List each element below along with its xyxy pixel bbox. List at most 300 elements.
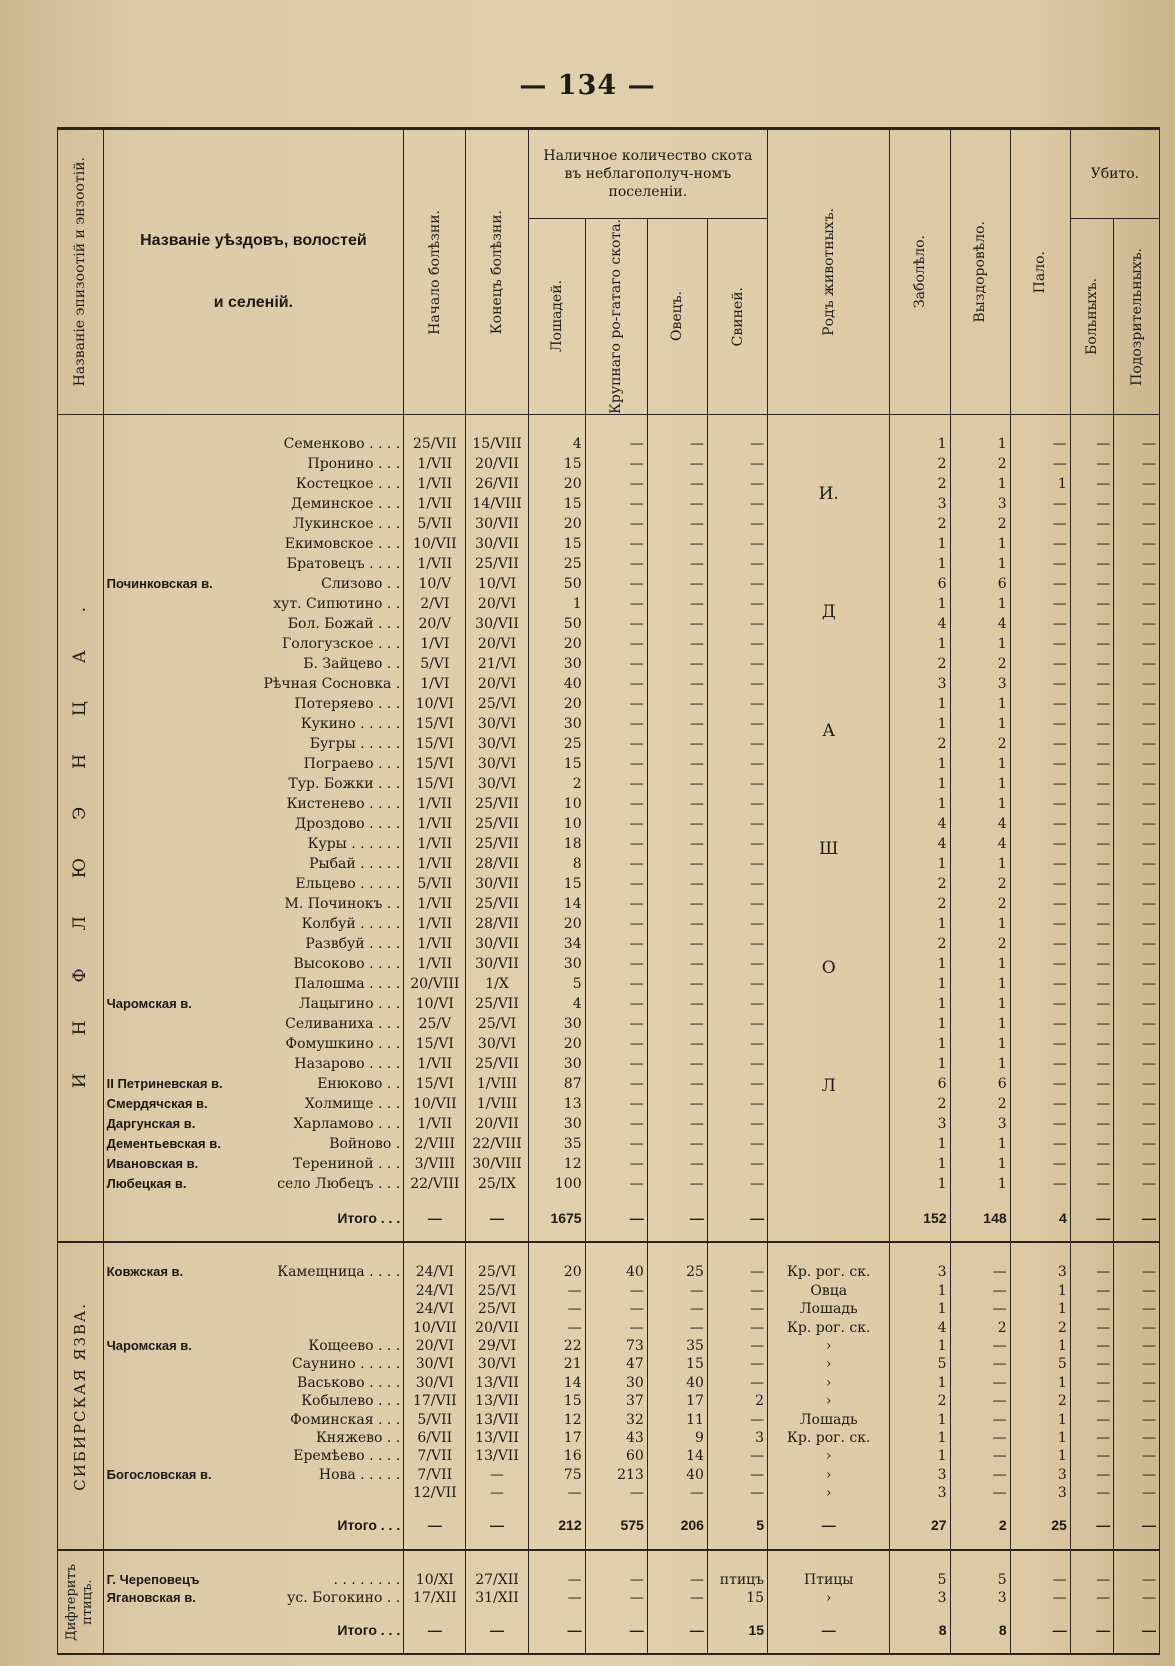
row-cell: — [707, 615, 767, 635]
row-cell: — [1114, 1075, 1160, 1095]
row-cell: — [707, 895, 767, 915]
row-cell: — [1114, 455, 1160, 475]
row-cell: — [1010, 1055, 1070, 1075]
row-village: Пронино . . . [307, 455, 401, 472]
row-cell: 30/VI [466, 1035, 528, 1055]
row-place [103, 895, 404, 915]
row-cell: 13/VII [466, 1392, 528, 1410]
row-cell: — [1010, 615, 1070, 635]
table-row [58, 1175, 1160, 1195]
row-cell: 1 [950, 955, 1010, 975]
row-cell: — [647, 655, 707, 675]
row-cell: 12 [528, 1411, 585, 1429]
table-row [58, 895, 1160, 915]
total-cell: 27 [890, 1503, 950, 1550]
row-cell: 1 [950, 695, 1010, 715]
row-cell: 2 [950, 735, 1010, 755]
table-header [58, 129, 1160, 415]
row-place [103, 835, 404, 855]
row-cell: — [585, 595, 647, 615]
row-cell: — [585, 495, 647, 515]
row-place [103, 1175, 404, 1195]
row-cell: 20 [528, 695, 585, 715]
row-cell: — [707, 1175, 767, 1195]
row-cell: — [585, 975, 647, 995]
table-row [58, 1035, 1160, 1055]
row-cell: — [585, 1115, 647, 1135]
row-cell: — [1070, 495, 1114, 515]
row-cell: 1 [950, 975, 1010, 995]
row-cell: — [585, 1075, 647, 1095]
row-cell: 17/XII [404, 1589, 466, 1607]
row-cell: — [647, 535, 707, 555]
row-cell: — [1114, 1055, 1160, 1075]
row-cell: — [647, 815, 707, 835]
row-cell: 30 [528, 715, 585, 735]
row-cell: — [950, 1355, 1010, 1373]
table-row [58, 555, 1160, 575]
row-cell: — [647, 635, 707, 655]
row-village: Развбуй . . . . [305, 935, 401, 952]
row-village: село Любецъ . . . [277, 1175, 401, 1192]
row-cell: — [585, 855, 647, 875]
row-cell: — [1010, 1589, 1070, 1607]
row-cell: — [1114, 1392, 1160, 1410]
row-cell: — [585, 695, 647, 715]
row-cell: — [1010, 695, 1070, 715]
row-cell: — [585, 815, 647, 835]
row-cell: — [647, 455, 707, 475]
row-cell: — [707, 855, 767, 875]
row-cell: — [585, 935, 647, 955]
row-cell: — [1114, 975, 1160, 995]
row-place [103, 515, 404, 535]
row-cell: 10/VI [404, 995, 466, 1015]
row-cell: — [1010, 955, 1070, 975]
row-cell: — [585, 795, 647, 815]
row-cell: — [1114, 715, 1160, 735]
row-cell: 20 [528, 635, 585, 655]
row-kind: Кр. рог. ск. [768, 1263, 890, 1281]
row-cell: — [1070, 1115, 1114, 1135]
row-place [103, 1484, 404, 1502]
row-cell: — [1010, 1075, 1070, 1095]
row-village: Куры . . . . . . [307, 835, 401, 852]
row-cell: 15 [528, 495, 585, 515]
table-row [58, 775, 1160, 795]
row-cell: — [1010, 715, 1070, 735]
row-cell: — [1070, 895, 1114, 915]
row-cell: 1 [1010, 1337, 1070, 1355]
total-cell: 575 [585, 1503, 647, 1550]
row-cell: 1/VII [404, 555, 466, 575]
row-kind: › [768, 1484, 890, 1502]
row-cell: — [707, 635, 767, 655]
row-cell: 30 [528, 1055, 585, 1075]
row-cell: 15/VI [404, 715, 466, 735]
row-village: Высоково . . . . [293, 955, 401, 972]
row-cell: — [1114, 1466, 1160, 1484]
row-cell: — [647, 735, 707, 755]
row-cell: 3 [1010, 1484, 1070, 1502]
row-cell: 24/VI [404, 1263, 466, 1281]
row-cell: 1/VII [404, 955, 466, 975]
row-cell: 34 [528, 935, 585, 955]
row-cell: — [647, 615, 707, 635]
row-cell: 1 [950, 795, 1010, 815]
total-cell: — [707, 1195, 767, 1242]
section-anthrax [58, 1242, 1160, 1549]
row-cell: — [1070, 1300, 1114, 1318]
row-cell: — [950, 1300, 1010, 1318]
row-cell: — [1070, 555, 1114, 575]
row-cell: 15/VI [404, 755, 466, 775]
page-number: — 134 — [519, 70, 656, 101]
row-village: Братовецъ . . . . [286, 555, 401, 572]
row-cell: — [647, 1075, 707, 1095]
row-cell: 4 [890, 1319, 950, 1337]
row-cell: 17 [528, 1429, 585, 1447]
row-cell: 1/VII [404, 455, 466, 475]
row-cell: — [1114, 435, 1160, 455]
row-cell: — [647, 955, 707, 975]
row-village: Потеряево . . . [294, 695, 401, 712]
row-cell: 30 [528, 655, 585, 675]
row-village: Кощеево . . . [308, 1338, 401, 1354]
row-place [103, 1300, 404, 1318]
row-cell: — [1070, 615, 1114, 635]
row-cell: 1 [890, 1055, 950, 1075]
row-village: Назарово . . . . [294, 1055, 401, 1072]
row-cell: — [1114, 1135, 1160, 1155]
row-cell: 26/VII [466, 475, 528, 495]
row-cell: — [1010, 595, 1070, 615]
row-cell: 75 [528, 1466, 585, 1484]
row-village: Пограево . . . [303, 755, 401, 772]
row-cell: — [585, 755, 647, 775]
row-village: Екимовское . . . [284, 535, 401, 552]
row-cell: — [707, 695, 767, 715]
row-cell: — [1114, 875, 1160, 895]
row-cell: — [585, 535, 647, 555]
table-row [58, 595, 1160, 615]
row-cell: — [585, 895, 647, 915]
row-cell: 1/VII [404, 795, 466, 815]
row-cell: 1 [890, 1282, 950, 1300]
row-cell: — [1114, 575, 1160, 595]
row-cell: — [1070, 1035, 1114, 1055]
row-cell: 3 [950, 1115, 1010, 1135]
row-cell: — [1070, 575, 1114, 595]
row-cell: — [1010, 875, 1070, 895]
row-cell: 1 [528, 595, 585, 615]
header-pigs: Свиней. [729, 286, 746, 347]
total-cell: — [1070, 1503, 1114, 1550]
row-cell: 2 [890, 1392, 950, 1410]
row-cell: — [1070, 1484, 1114, 1502]
row-cell: 20/VI [466, 595, 528, 615]
row-cell: 30/VI [466, 775, 528, 795]
row-cell: — [647, 555, 707, 575]
row-cell: 30/VII [466, 955, 528, 975]
row-cell: — [1010, 675, 1070, 695]
row-cell: — [647, 1115, 707, 1135]
header-killed-sick: Больныхъ. [1084, 277, 1101, 355]
table-row [58, 1429, 1160, 1447]
row-cell: — [647, 915, 707, 935]
row-cell: 2 [950, 935, 1010, 955]
table-row [58, 495, 1160, 515]
row-cell: — [1070, 595, 1114, 615]
row-cell: 5 [528, 975, 585, 995]
row-cell: — [647, 1155, 707, 1175]
total-cell: — [585, 1195, 647, 1242]
row-place [103, 1155, 404, 1175]
row-place [103, 1055, 404, 1075]
row-cell: 1/X [466, 975, 528, 995]
row-village: Харламово . . . [293, 1115, 401, 1132]
row-cell: 1 [890, 695, 950, 715]
row-cell: 25/IX [466, 1175, 528, 1195]
table-row [58, 735, 1160, 755]
section-spacer [58, 414, 1160, 435]
row-cell: — [1114, 1411, 1160, 1429]
row-cell: — [1114, 555, 1160, 575]
kind-letter: А [822, 720, 836, 741]
row-cell: — [1114, 1175, 1160, 1195]
row-cell: — [647, 1175, 707, 1195]
row-place [103, 1015, 404, 1035]
row-cell: 2 [890, 475, 950, 495]
row-cell: 25/V [404, 1015, 466, 1035]
row-volost: Смердячская в. [106, 1095, 208, 1111]
row-cell: — [647, 515, 707, 535]
row-cell: 17 [647, 1392, 707, 1410]
total-cell: 25 [1010, 1503, 1070, 1550]
row-cell: 12/VII [404, 1484, 466, 1502]
table-row [58, 935, 1160, 955]
row-village: Лукинское . . . [292, 515, 401, 532]
section-label-text: Дифтеритъ птицъ. [64, 1563, 96, 1641]
row-village: Терениной . . . [292, 1155, 401, 1172]
row-cell: — [1114, 815, 1160, 835]
table-row [58, 1155, 1160, 1175]
row-cell: 25/VI [466, 1263, 528, 1281]
row-cell: 1 [950, 755, 1010, 775]
total-label: Итого . . . [103, 1607, 404, 1654]
section-label-text: ИНФЛЮЭНЦА. [70, 568, 91, 1088]
row-volost: Ковжская в. [106, 1264, 184, 1280]
row-place [103, 575, 404, 595]
row-cell: 31/XII [466, 1589, 528, 1607]
row-cell: — [1114, 1282, 1160, 1300]
row-cell: 1 [950, 635, 1010, 655]
row-cell: — [1010, 635, 1070, 655]
row-cell: — [1070, 935, 1114, 955]
table-row [58, 1055, 1160, 1075]
row-place [103, 1466, 404, 1484]
row-village: Кукино . . . . . [300, 715, 401, 732]
row-cell: 30/VI [404, 1374, 466, 1392]
row-cell: 25/VII [466, 895, 528, 915]
row-cell: 3 [890, 1589, 950, 1607]
row-cell: 1 [890, 1411, 950, 1429]
row-cell: 3 [890, 1484, 950, 1502]
table-row [58, 535, 1160, 555]
table-row [58, 855, 1160, 875]
row-cell: 1 [890, 1175, 950, 1195]
row-cell: — [1070, 1263, 1114, 1281]
row-cell: — [528, 1319, 585, 1337]
row-cell: — [1114, 895, 1160, 915]
row-cell: — [585, 995, 647, 1015]
row-cell: — [1114, 1355, 1160, 1373]
row-cell: — [1010, 1015, 1070, 1035]
row-cell: 1 [950, 915, 1010, 935]
row-cell: — [950, 1337, 1010, 1355]
row-cell: — [707, 1337, 767, 1355]
table-row [58, 1447, 1160, 1465]
row-volost: Даргунская в. [106, 1115, 196, 1131]
row-village: Нова . . . . . [318, 1466, 401, 1483]
row-place [103, 875, 404, 895]
row-cell: 3 [1010, 1263, 1070, 1281]
row-village: Рѣчная Сосновка . [263, 675, 401, 692]
row-cell: 1 [890, 1155, 950, 1175]
row-cell: — [585, 1015, 647, 1035]
row-cell: 2 [950, 1319, 1010, 1337]
table-row [58, 875, 1160, 895]
row-cell: 1/VII [404, 915, 466, 935]
table-row [58, 815, 1160, 835]
row-cell: — [585, 775, 647, 795]
row-cell: 40 [528, 675, 585, 695]
row-cell: — [1070, 1355, 1114, 1373]
row-cell: 10/VII [404, 1095, 466, 1115]
row-cell: 17/VII [404, 1392, 466, 1410]
row-cell: — [1070, 795, 1114, 815]
table-row [58, 1411, 1160, 1429]
row-cell: 4 [890, 615, 950, 635]
table-row [58, 915, 1160, 935]
row-cell: — [1114, 475, 1160, 495]
row-cell: — [950, 1411, 1010, 1429]
row-cell: 1 [890, 1429, 950, 1447]
row-cell: — [1070, 475, 1114, 495]
row-cell: 1/VII [404, 475, 466, 495]
row-volost: Дементьевская в. [106, 1135, 221, 1151]
row-cell: — [647, 1282, 707, 1300]
row-volost: Г. Череповецъ [106, 1571, 200, 1587]
row-cell: — [1114, 1571, 1160, 1589]
row-cell: — [528, 1484, 585, 1502]
row-cell: — [1010, 455, 1070, 475]
row-cell: — [1010, 795, 1070, 815]
row-kind: › [768, 1374, 890, 1392]
row-cell: 15/VIII [466, 435, 528, 455]
row-village: Костецкое . . . [295, 475, 401, 492]
row-cell: — [585, 635, 647, 655]
row-cell: 22/VIII [466, 1135, 528, 1155]
row-village: Кистенево . . . . [286, 795, 401, 812]
row-cell: 9 [647, 1429, 707, 1447]
row-cell: 30 [585, 1374, 647, 1392]
table-row [58, 695, 1160, 715]
row-cell: — [1010, 1175, 1070, 1195]
row-cell: 1 [890, 1015, 950, 1035]
row-cell: 1/VI [404, 675, 466, 695]
row-cell: — [585, 1035, 647, 1055]
row-cell: птицъ [707, 1571, 767, 1589]
row-cell: 15/VI [404, 1035, 466, 1055]
header-epizootic: Названіе эпизоотій и энзоотій. [72, 157, 89, 387]
row-village: Лацыгино . . . [298, 995, 401, 1012]
row-place [103, 1095, 404, 1115]
row-cell: — [707, 555, 767, 575]
row-cell: 15 [528, 755, 585, 775]
total-cell: 206 [647, 1503, 707, 1550]
row-cell: — [1070, 1447, 1114, 1465]
row-cell: 20/VI [404, 1337, 466, 1355]
row-cell: — [707, 875, 767, 895]
table-row [58, 455, 1160, 475]
row-cell: — [707, 795, 767, 815]
row-cell: — [1070, 1055, 1114, 1075]
row-cell: — [1114, 795, 1160, 815]
total-cell: — [1070, 1607, 1114, 1654]
kind-letter: Ш [819, 839, 839, 860]
row-cell: 1 [1010, 1411, 1070, 1429]
row-place [103, 1429, 404, 1447]
row-cell: — [1114, 735, 1160, 755]
row-cell: 1 [890, 1035, 950, 1055]
row-kind: › [768, 1337, 890, 1355]
row-cell: 20/V [404, 615, 466, 635]
row-cell: 30/VI [466, 735, 528, 755]
row-place [103, 695, 404, 715]
row-cell: 1/VIII [466, 1075, 528, 1095]
row-cell: — [1070, 1095, 1114, 1115]
row-cell: — [585, 475, 647, 495]
row-cell: — [707, 655, 767, 675]
row-place [103, 815, 404, 835]
row-cell: 20 [528, 1035, 585, 1055]
row-place [103, 735, 404, 755]
row-cell: — [1114, 1429, 1160, 1447]
row-cell: 32 [585, 1411, 647, 1429]
total-cell: 148 [950, 1195, 1010, 1242]
row-cell: — [1010, 515, 1070, 535]
row-cell: 2 [890, 1095, 950, 1115]
row-cell: — [647, 1055, 707, 1075]
table-row [58, 795, 1160, 815]
row-kind: Лошадь [768, 1300, 890, 1318]
row-village: ус. Богокино . . [287, 1590, 401, 1607]
row-cell: 87 [528, 1075, 585, 1095]
row-cell: — [707, 1466, 767, 1484]
row-cell: — [1070, 1571, 1114, 1589]
row-cell: — [707, 435, 767, 455]
row-cell: 25 [528, 735, 585, 755]
section-label [58, 1242, 104, 1549]
total-cell: 4 [1010, 1195, 1070, 1242]
row-cell: 6 [950, 575, 1010, 595]
row-cell: — [647, 755, 707, 775]
row-cell: 50 [528, 575, 585, 595]
row-cell: 2 [950, 455, 1010, 475]
row-cell: — [647, 835, 707, 855]
row-village: Княжево . . [315, 1430, 401, 1447]
